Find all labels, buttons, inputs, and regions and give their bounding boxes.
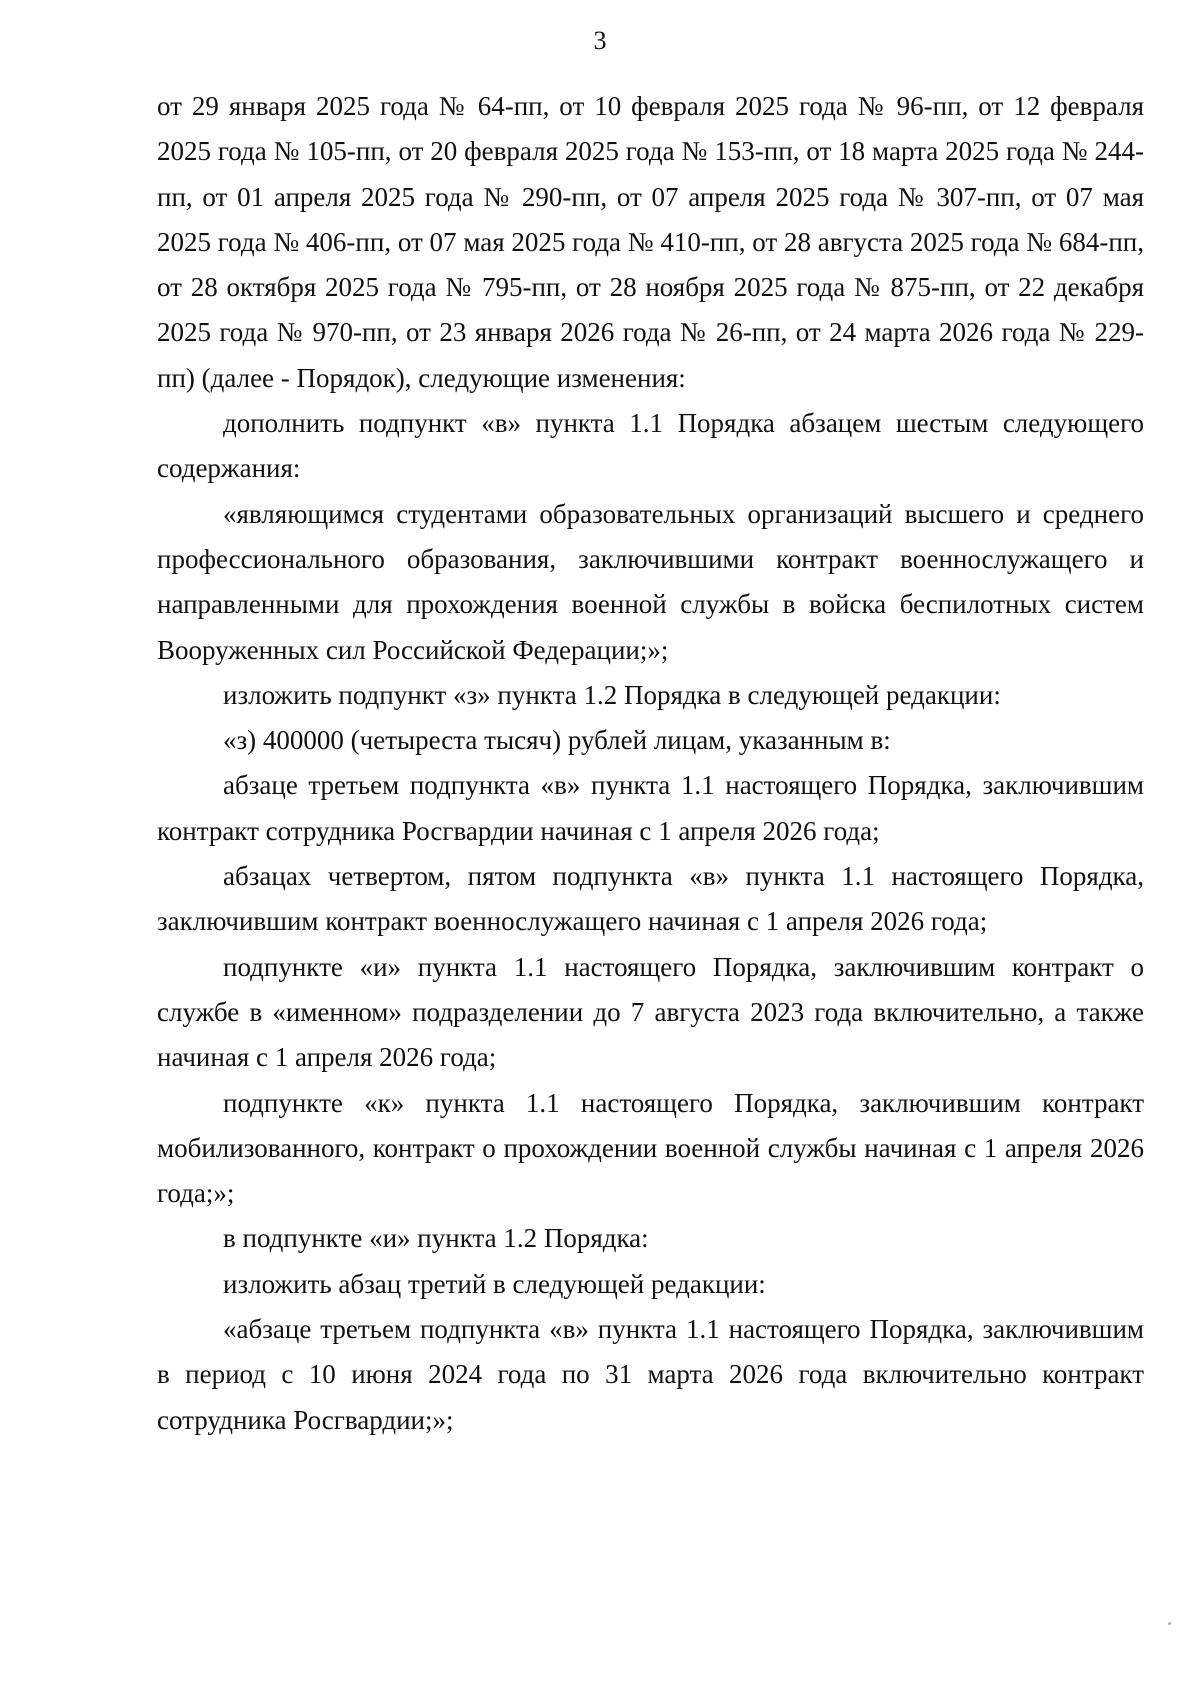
paragraph-item-mobilized: подпункте «к» пункта 1.1 настоящего Порядка, заключившим контракт мобилизованного, контракт о прохождении военной службы начиная с 1 апреля 2026 года;»; <box>157 1087 1144 1209</box>
paragraph-quote-students: «являющимся студентами образовательных организаций высшего и среднего профессионального образования, заключившими контракт военнослужащего и направленными для прохождения военной службы в войска беспилотных систем Вооруженных сил Российской Федерации;»; <box>157 498 1144 665</box>
page-number: 3 <box>593 26 607 55</box>
paragraph-amendment-3: в подпункте «и» пункта 1.2 Порядка: <box>223 1223 649 1254</box>
document-body <box>157 84 1144 1443</box>
paragraph-amendment-2: изложить подпункт «з» пункта 1.2 Порядка в следующей редакции: <box>223 679 1001 710</box>
scan-artifact <box>1168 1622 1171 1625</box>
paragraph-item-military: абзацах четвертом, пятом подпункта «в» пункта 1.1 настоящего Порядка, заключившим контракт военнослужащего начиная с 1 апреля 2026 года; <box>157 861 1144 937</box>
paragraph-amendment-4: изложить абзац третий в следующей редакции: <box>223 1268 766 1299</box>
paragraph-amendment-1: дополнить подпункт «в» пункта 1.1 Порядка абзацем шестым следующего содержания: <box>157 408 1144 484</box>
paragraph-item-rosgvardia: абзаце третьем подпункта «в» пункта 1.1 настоящего Порядка, заключившим контракт сотрудника Росгвардии начиная с 1 апреля 2026 года; <box>157 770 1144 846</box>
paragraph-resolution-list: от 29 января 2025 года № 64-пп, от 10 февраля 2025 года № 96-пп, от 12 февраля 2025 года № 105-пп, от 20 февраля 2025 года № 153-пп, от 18 марта 2025 года № 244-пп, от 01 апреля 2025 года № 290-пп, от 07 апреля 2025 года № 307-пп, от 07 мая 2025 года № 406-пп, от 07 мая 2025 года № 410-пп, от 28 августа 2025 года № 684-пп, от 28 октября 2025 года № 795-пп, от 28 ноября 2025 года № 875-пп, от 22 декабря 2025 года № 970-пп, от 23 января 2026 года № 26-пп, от 24 марта 2026 года № 229-пп) (далее - Порядок), следующие изменения: <box>157 91 1144 393</box>
paragraph-item-named-unit: подпункте «и» пункта 1.1 настоящего Порядка, заключившим контракт о службе в «именном» подразделении до 7 августа 2023 года включительно, а также начиная с 1 апреля 2026 года; <box>157 951 1144 1073</box>
paragraph-quote-z: «з) 400000 (четыреста тысяч) рублей лицам, указанным в: <box>223 725 891 756</box>
paragraph-quote-period: «абзаце третьем подпункта «в» пункта 1.1 настоящего Порядка, заключившим в период с 10 июня 2024 года по 31 марта 2026 года включительно контракт сотрудника Росгвардии;»; <box>157 1314 1144 1435</box>
